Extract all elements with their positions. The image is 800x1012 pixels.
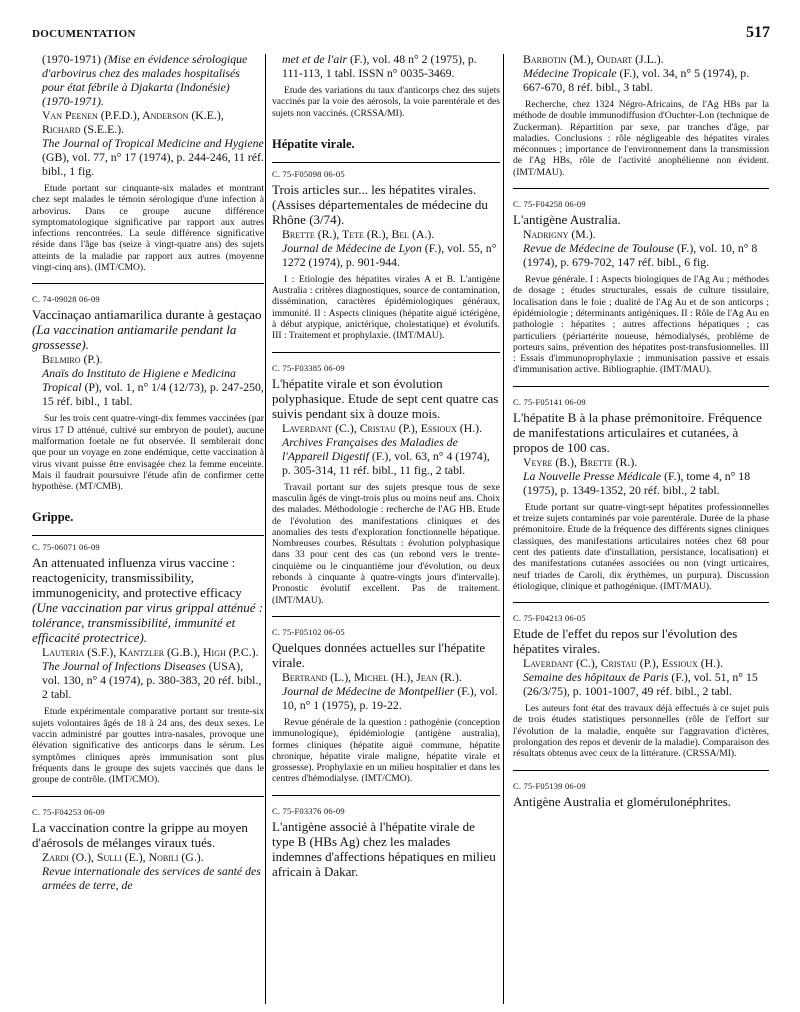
entry-authors: Belmiro (P.). xyxy=(42,352,103,367)
entry-reference: Journal de Médecine de Montpellier (F.), vol. 10, n° 1 (1975), p. 19-22. xyxy=(282,683,498,712)
entry-authors: Zardi (O.), Sulli (E.), Nobili (G.). xyxy=(42,849,204,864)
entry-antigene-dakar xyxy=(272,806,500,879)
column-right xyxy=(513,52,769,819)
entry-separator xyxy=(513,602,769,603)
entry-title: Quelques données actuelles sur l'hépatite virale. xyxy=(272,639,486,670)
entry-title: L'antigène associé à l'hépatite virale de type B (HBs Ag) chez les malades indemnes d'affections hépatiques en milieu africain à Dakar. xyxy=(272,818,496,879)
entry-code: C. 75-F04258 06-09 xyxy=(513,199,586,210)
entry-abstract: Sur les trois cent quatre-vingt-dix femmes vaccinées (par virus 17 D atténué, cultivé sur embryon de poulet), aucune malformation foetale ne fut observée. Il semblerait donc que pour un voyage en zone endémique, cette vaccination à virus vivant puisse être envisagée chez la femme enceinte. Mais il faudrait poursuivre l'étude afin de confirmer cette hypothèse. (MT/CMB). xyxy=(32,413,264,493)
entry-separator xyxy=(32,283,264,284)
column-divider-1 xyxy=(265,54,266,1004)
entry-code: C. 75-F05139 06-09 xyxy=(513,780,586,791)
entry-code: C. 75-06071 06-09 xyxy=(32,542,100,553)
entry-title: Antigène Australia et glomérulonéphrites. xyxy=(513,793,732,809)
column-left xyxy=(32,52,264,902)
entry-authors: Lauteria (S.F.), Kantzler (G.B.), High (P.C.). xyxy=(42,645,259,660)
entry-authors: Nadrigny (M.). xyxy=(523,227,596,242)
entry-glomerulonephrites xyxy=(513,781,769,809)
entry-reference: Semaine des hôpitaux de Paris (F.), vol. 51, n° 15 (26/3/75), p. 1001-1007, 49 réf. bibl., 2 tabl. xyxy=(523,670,758,699)
entry-title: An attenuated influenza virus vaccine : reactogenicity, transmissibility, immunogenicity, and protective efficacy (Une vaccination par virus grippal atténué : tolérance, transmissibilité, immunité et efficacité protectrice). xyxy=(32,555,264,646)
entry-separator xyxy=(513,188,769,189)
entry-title-continued: (1970-1971) (Mise en évidence sérologique d'arbovirus chez des malades hospitalisés pour état fébrile à Djakarta (Indonésie) (1970-1971). xyxy=(42,52,248,108)
entry-title: L'antigène Australia. xyxy=(513,212,621,228)
column-middle xyxy=(272,52,500,889)
entry-abstract: Etude des variations du taux d'anticorps chez des sujets vaccinés par la voie des aérosols, la voie parentérale et des sujets non vaccinés. (CRSSA/MI). xyxy=(272,85,500,119)
entry-code: C. 75-F05098 06-05 xyxy=(272,168,345,179)
entry-title: Vaccinaçao antiamarilica durante à gestaçao (La vaccination antiamarile pendant la grossesse). xyxy=(32,307,262,353)
entry-code: C. 75-F05102 06-05 xyxy=(272,626,345,637)
entry-code: C. 75-F03376 06-09 xyxy=(272,805,345,816)
entry-abstract: Etude expérimentale comparative portant sur trente-six sujets volontaires âgés de 18 à 24 ans, des deux sexes. Le vaccin administré par gouttes intra-nasales, provoque une élévation significative des anticorps dans le sérum. Les symptômes cliniques après immunisation sont plus fréquents dans le groupe des sujets vaccinés que dans le groupe de contrôle. (IMT/CMO). xyxy=(32,706,264,786)
entry-authors: Veyre (B.), Brette (R.). xyxy=(523,454,638,469)
entry-title: Etude de l'effet du repos sur l'évolution des hépatites virales. xyxy=(513,626,738,657)
entry-separator xyxy=(272,352,500,353)
entry-title: Trois articles sur... les hépatites virales. (Assises départementales de médecine du Rhône (3/74). xyxy=(272,181,488,227)
entry-reference: Médecine Tropicale (F.), vol. 34, n° 5 (1974), p. 667-670, 8 réf. bibl., 3 tabl. xyxy=(523,66,750,94)
entry-authors: Bertrand (L.), Michel (H.), Jean (R.). xyxy=(282,669,462,684)
entry-authors: Barbotin (M.), Oudart (J.L.). xyxy=(523,52,664,66)
entry-vaccination-grippe-aerosols xyxy=(32,807,264,892)
entry-separator xyxy=(32,535,264,536)
section-heading-grippe: Grippe. xyxy=(32,510,74,525)
entry-abstract: Les auteurs font état des travaux déjà effectués à ce sujet puis de trois études statistiques personnelles (rôle de l'effort sur l'évolution de la maladie, enquête sur l'aggravation d'ictères, prolongation des repos et devenir de la maladie). Comparaison des résultats obtenus avec ceux de la littérature. (CRSSA/MI). xyxy=(513,703,769,760)
entry-separator xyxy=(513,386,769,387)
section-heading-hepatite: Hépatite virale. xyxy=(272,136,355,151)
entry-abstract: Revue générale. I : Aspects biologiques de l'Ag Au ; méthodes de dosage ; études structurales, essais de culture tissulaire, localisation dans le foie ; dualité de l'Ag Au et de son anticorps ; épidémiologie ; déterminants antigéniques. II : Rôle de l'Ag Au en pathologie : hépatites ; autres affections hépatiques ; cas particuliers (périartérite noueuse, hémodialysés, problème de porteurs sains, prévention des hépatites post-transfusionnelles. III : Essais d'immunoprophylaxie ; immunisation passive et essais d'immunisation active. Bibliographie. (IMT/MAU). xyxy=(513,274,769,376)
entry-trois-articles xyxy=(272,169,500,353)
entry-title: L'hépatite B à la phase prémonitoire. Fréquence de manifestations articulaires et cutanées, à propos de 100 cas. xyxy=(513,409,762,455)
entry-reference: The Journal of Infections Diseases (USA), vol. 130, n° 4 (1974), p. 380-383, 20 réf. bibl., 2 tabl. xyxy=(42,659,262,702)
entry-reference: Journal de Médecine de Lyon (F.), vol. 55, n° 1272 (1974), p. 901-944. xyxy=(282,240,497,269)
entry-authors: Van Peenen (P.F.D.), Anderson (K.E.), Richard (S.E.E.). xyxy=(42,108,224,136)
entry-abstract: Travail portant sur des sujets presque tous de sexe masculin âgés de vingt-trois plus ou moins neuf ans. Choix des malades. Méthodologie : recherche de l'AG HB. Etude de l'évolution des manifestations cliniques et des anomalies des tests d'exploration fonctionnelle hépatique. Nombreuses courbes. Résultats : évolution polyphasique dans 33 pour cent des cas (un rebond vers le trente-cinquième ou le cinquantième jour d'évolution, ou deux rebonds à cinquante à quatre-vingts jours d'intervalle). Pronostic évolutif excellent. Pas de traitement. (IMT/MAU). xyxy=(272,481,500,606)
page-number: 517 xyxy=(746,24,770,41)
entry-hepatite-b-premonitoire xyxy=(513,397,769,603)
entry-separator xyxy=(513,770,769,771)
entry-authors: Laverdant (C.), Cristau (P.), Essioux (H.). xyxy=(523,656,724,671)
running-head: DOCUMENTATION xyxy=(32,28,136,40)
entry-reference: Anaïs do Instituto de Higiene e Medicina Tropical (P), vol. 1, n° 1/4 (12/73), p. 247-250, 15 réf. bibl., 1 tabl. xyxy=(42,366,264,409)
entry-code: C. 74-09028 06-09 xyxy=(32,294,100,305)
entry-code: C. 75-F03385 06-09 xyxy=(272,362,345,373)
entry-evolution-polyphasique xyxy=(272,363,500,617)
entry-effet-du-repos xyxy=(513,613,769,770)
entry-aerosols-continued xyxy=(272,52,500,119)
entry-abstract: Etude portant sur cinquante-six malades et montrant chez sept malades le témoin sérologique d'une infection à arbovirus. Dans ce groupe aucune différence symptomatologique significative par rapport aux autres infections rencontrées. La seule différence significative réside dans l'âge bas (seize à vingt-quatre ans) des sujets atteints de la maladie par rapport aux autres (moyenne vingt-cinq ans). (IMT/CMO). xyxy=(32,183,264,274)
entry-authors: Brette (R.), Tete (R.), Bel (A.). xyxy=(282,226,435,241)
entry-title: L'hépatite virale et son évolution polyphasique. Etude de sept cent quatre cas suivis pendant six à douze mois. xyxy=(272,375,499,421)
page-header xyxy=(30,24,770,44)
entry-donnees-actuelles xyxy=(272,627,500,796)
entry-reference: The Journal of Tropical Medicine and Hygiene (GB), vol. 77, n° 17 (1974), p. 244-246, 11 réf. bibl., 1 fig. xyxy=(42,136,264,178)
entry-arbovirus-djakarta xyxy=(32,52,264,284)
entry-code: C. 75-F04253 06-09 xyxy=(32,806,105,817)
entry-dakar-continued xyxy=(513,52,769,189)
entry-vaccinacao xyxy=(32,294,264,492)
entry-title: La vaccination contre la grippe au moyen d'aérosols de mélanges viraux tués. xyxy=(32,819,248,850)
entry-separator xyxy=(272,616,500,617)
entry-separator xyxy=(272,795,500,796)
entry-abstract: Revue générale de la question : pathogénie (conception immunologique), épidémiologie (antigène australia), formes cliniques (hépatite aiguë commune, hépatite chronique, hépatite virale maligne, hépatite virale et grossesse). Prophylaxie en un milieu hospitalier et dans les centres d'hémodialyse. (IMT/CMO). xyxy=(272,716,500,785)
entry-reference: La Nouvelle Presse Médicale (F.), tome 4, n° 18 (1975), p. 1349-1352, 20 réf. bibl., 2 tabl. xyxy=(523,468,751,497)
entry-reference: met et de l'air (F.), vol. 48 n° 2 (1975), p. 111-113, 1 tabl. ISSN n° 0035-3469. xyxy=(282,52,477,80)
entry-antigene-australia xyxy=(513,199,769,387)
entry-attenuated-influenza xyxy=(32,542,264,796)
entry-abstract: Etude portant sur quatre-vingt-sept hépatites professionnelles et treize sujets contaminés par voie parentérale. Durée de la phase prémonitoire. Etude de la fréquence des différents signes cliniques classiques, des manifestations articulaires notées chez 68 pour cent des patients date d'installation, persistance, localisation) et des manifestations cutanées associées ou non (vingt urticaires, neuf triades de Caroli, dix érythèmes, un purpura). Discussion étiologique, clinique et pathogénique. (IMT/MAU). xyxy=(513,501,769,592)
entry-abstract: Recherche, chez 1324 Négro-Africains, de l'Ag HBs par la méthode de double immunodiffusion d'Ouchter-Lon (technique de Zuckerman). Répartition par sexe, par tranches d'âge, par maladies. Conclusions : rôle négligeable des hépatites virales méconnues ; importance de l'environnement dans la transmission de l'Ag HBs, rôle de l'activité anophélienne non évident. (IMT/MAU). xyxy=(513,99,769,178)
entry-reference: Revue internationale des services de santé des armées de terre, de xyxy=(42,863,261,892)
entry-abstract: I : Etiologie des hépatites virales A et B. L'antigène Australia : critères diagnostiques, source de contamination, dissémination, caractères épidémiologiques généraux, immunité. II : Aspects cliniques (hépatite aiguë ictérigène, à début atypique, anictérique, cholestatique) et évolutifs. III : Traitement et prophylaxie. (IMT/MAU). xyxy=(272,273,500,342)
entry-reference: Revue de Médecine de Toulouse (F.), vol. 10, n° 8 (1974), p. 679-702, 147 réf. bibl., 6 fig. xyxy=(523,241,758,270)
entry-separator xyxy=(272,162,500,163)
entry-authors: Laverdant (C.), Cristau (P.), Essioux (H.). xyxy=(282,420,483,435)
column-divider-2 xyxy=(503,54,504,1004)
entry-reference: Archives Françaises des Maladies de l'Appareil Digestif (F.), vol. 63, n° 4 (1974), p. 305-314, 11 réf. bibl., 11 fig., 2 tabl. xyxy=(282,434,490,477)
entry-code: C. 75-F04213 06-05 xyxy=(513,613,586,624)
entry-separator xyxy=(32,796,264,797)
entry-code: C. 75-F05141 06-09 xyxy=(513,396,586,407)
